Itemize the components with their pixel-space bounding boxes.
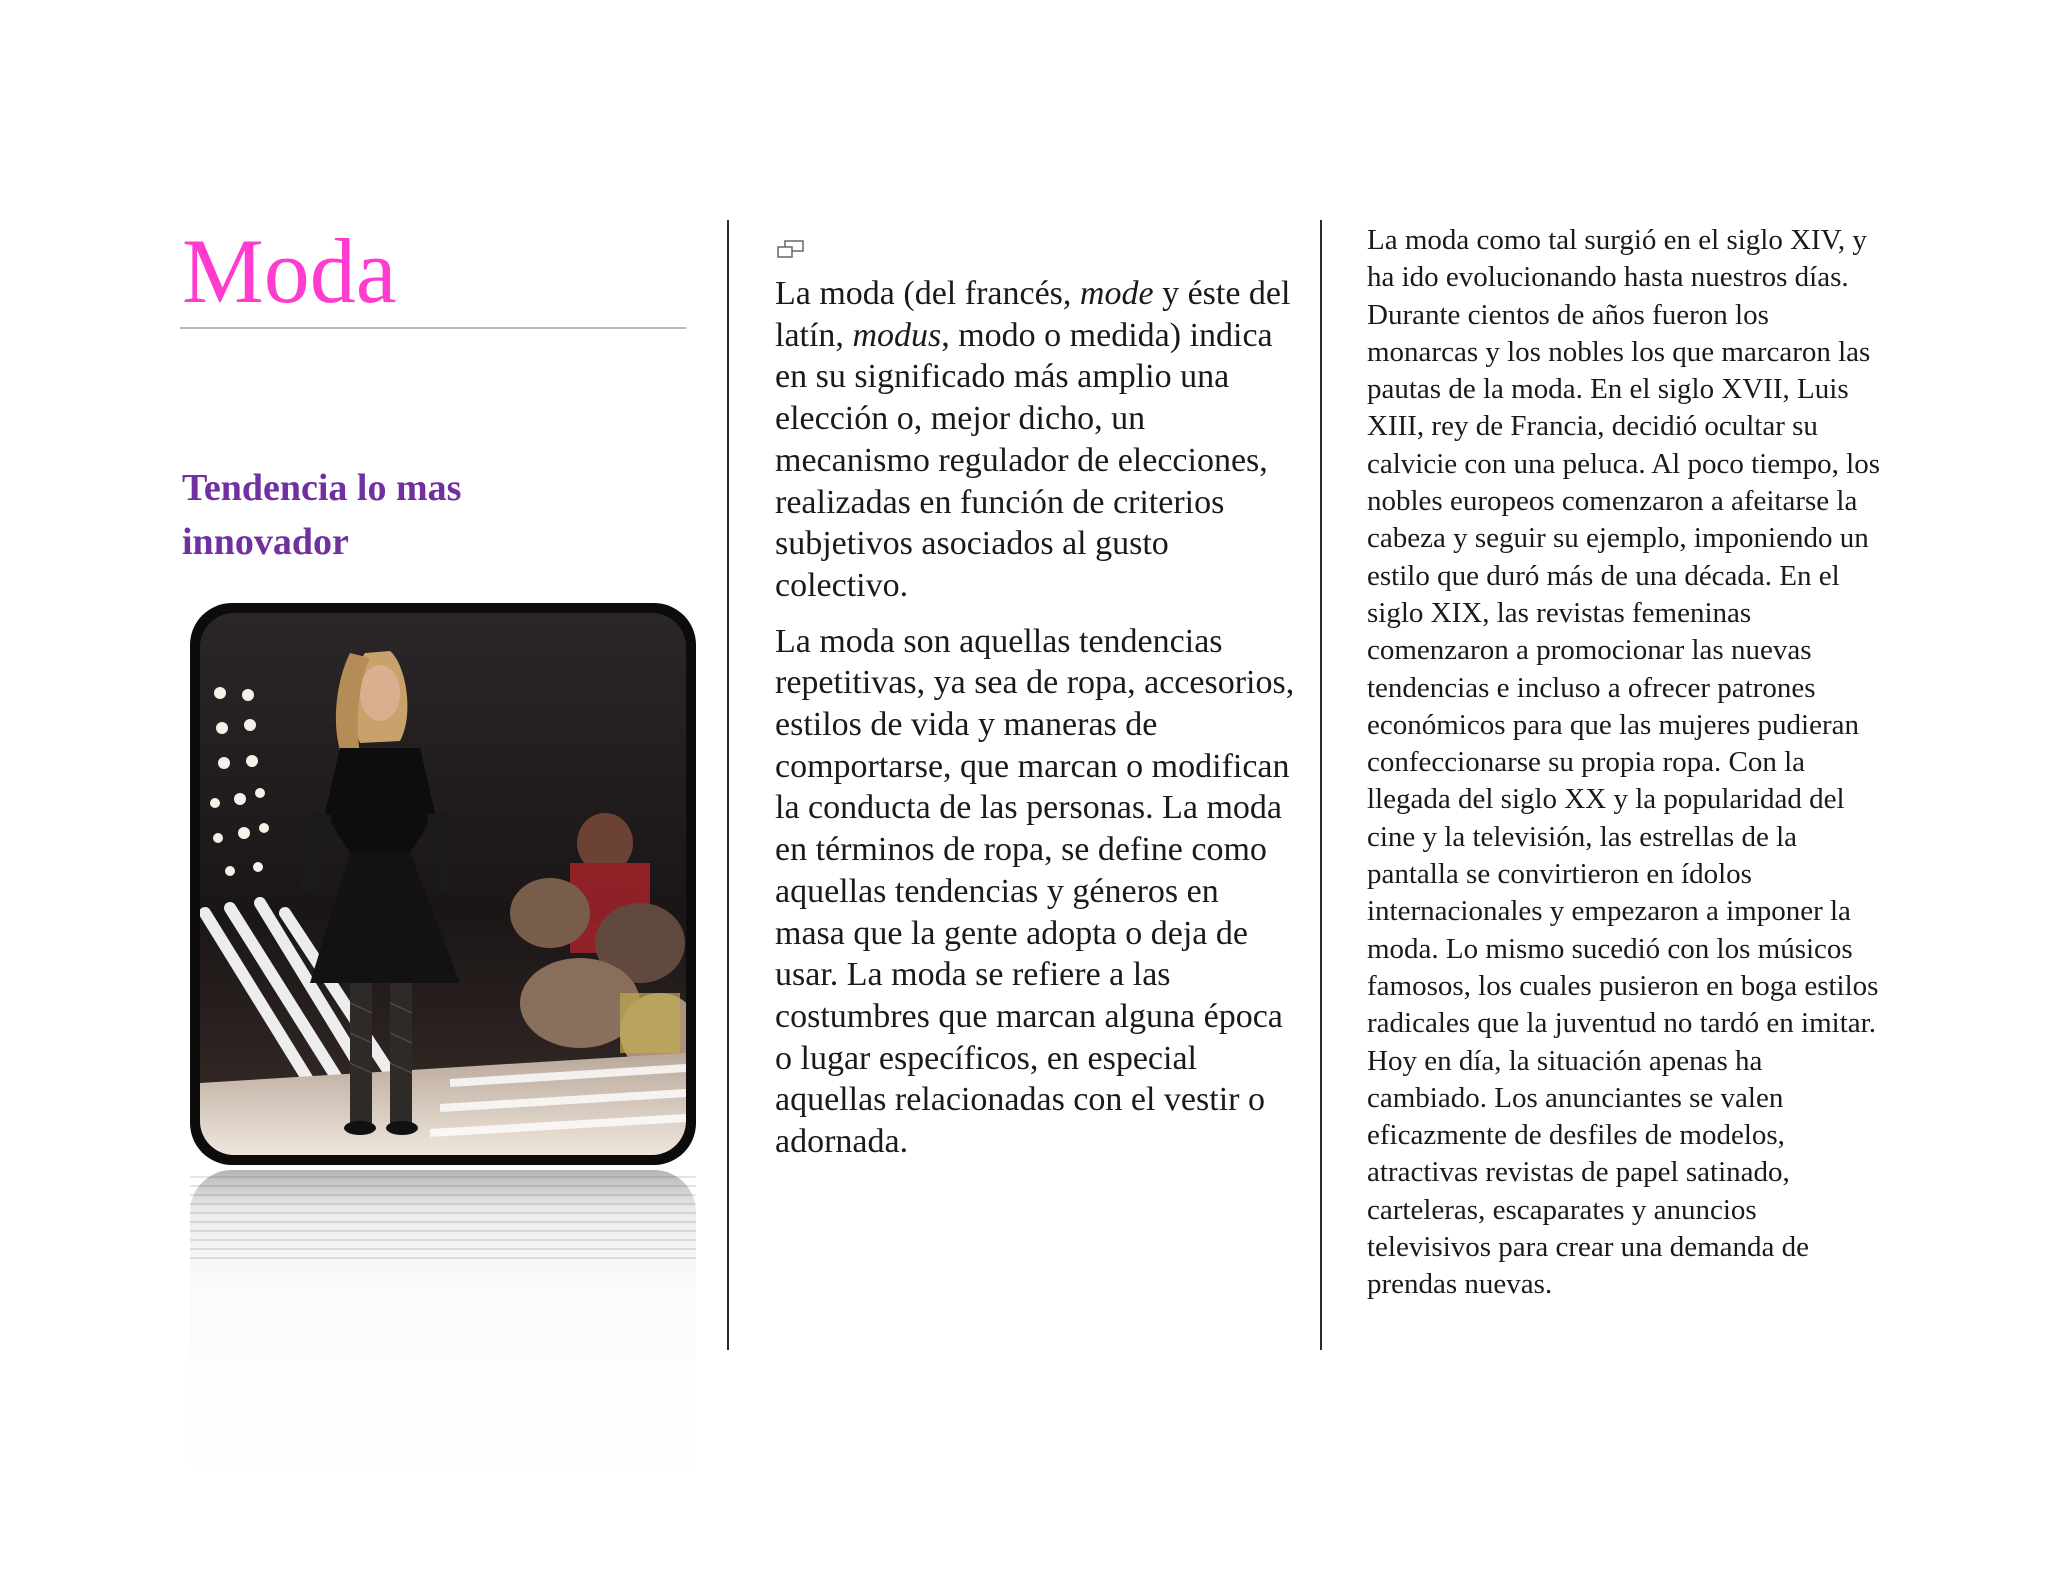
middle-column-text	[775, 273, 1295, 1177]
column-divider-right	[1320, 220, 1322, 1350]
runway-photo-icon	[200, 613, 686, 1155]
italic-word-modus: modus	[852, 316, 942, 354]
paragraph-text: La moda (del francés,	[775, 275, 1080, 312]
right-column-text	[1367, 222, 1887, 1304]
anchor-icon	[777, 240, 805, 260]
paragraph-text: y éste del latín,	[775, 275, 1291, 354]
runway-photo-frame	[190, 603, 696, 1163]
subtitle-heading: Tendencia lo mas innovador	[182, 467, 462, 563]
photo-reflection-lines	[190, 1176, 696, 1266]
moda-history-paragraph: La moda como tal surgió en el siglo XIV, y ha ido evolucionando hasta nuestros días. Durante cientos de años fueron los monarcas y los nobles los que marcaron las pautas de la moda. En el siglo XVII, Luis XIII, rey de Francia, decidió ocultar su calvicie con una peluca. Al poco tiempo, los nobles europeos comenzaron a afeitarse la cabeza y seguir su ejemplo, imponiendo un estilo que duró más de una década. En el siglo XIX, las revistas femeninas comenzaron a promocionar las nuevas tendencias e incluso a ofrecer patrones económicos para que las mujeres pudieran confeccionarse su propia ropa. Con la llegada del siglo XX y la popularidad del cine y la televisión, las estrellas de la pantalla se convirtieron en ídolos internacionales y empezaron a imponer la moda. Lo mismo sucedió con los músicos famosos, los cuales pusieron en boga estilos radicales que la juventud no tardó en imitar. Hoy en día, la situación apenas ha cambiado. Los anunciantes se valen eficazmente de desfiles de modelos, atractivas revistas de papel satinado, carteleras, escaparates y anuncios televisivos para crear una demanda de prendas nuevas.	[1367, 224, 1880, 1301]
paragraph-text: , modo o medida) indica en su significado más amplio una elección o, mejor dicho, un mecanismo regulador de elecciones, realizadas en función de criterios subjetivos asociados al gusto colectivo.	[775, 316, 1273, 604]
moda-definition-paragraph	[775, 273, 1295, 607]
runway-photo	[190, 603, 696, 1165]
column-divider-left	[727, 220, 729, 1350]
italic-word-mode: mode	[1079, 275, 1154, 312]
title-underline	[180, 327, 686, 329]
moda-tendencias-paragraph: La moda son aquellas tendencias repetitivas, ya sea de ropa, accesorios, estilos de vida y maneras de comportarse, que marcan o modifican la conducta de las personas. La moda en términos de ropa, se define como aquellas tendencias y géneros en masa que la gente adopta o deja de usar. La moda se refiere a las costumbres que marcan alguna época o lugar específicos, en especial aquellas relacionadas con el vestir o adornada.	[775, 622, 1295, 1161]
page-title: Moda	[182, 220, 397, 322]
